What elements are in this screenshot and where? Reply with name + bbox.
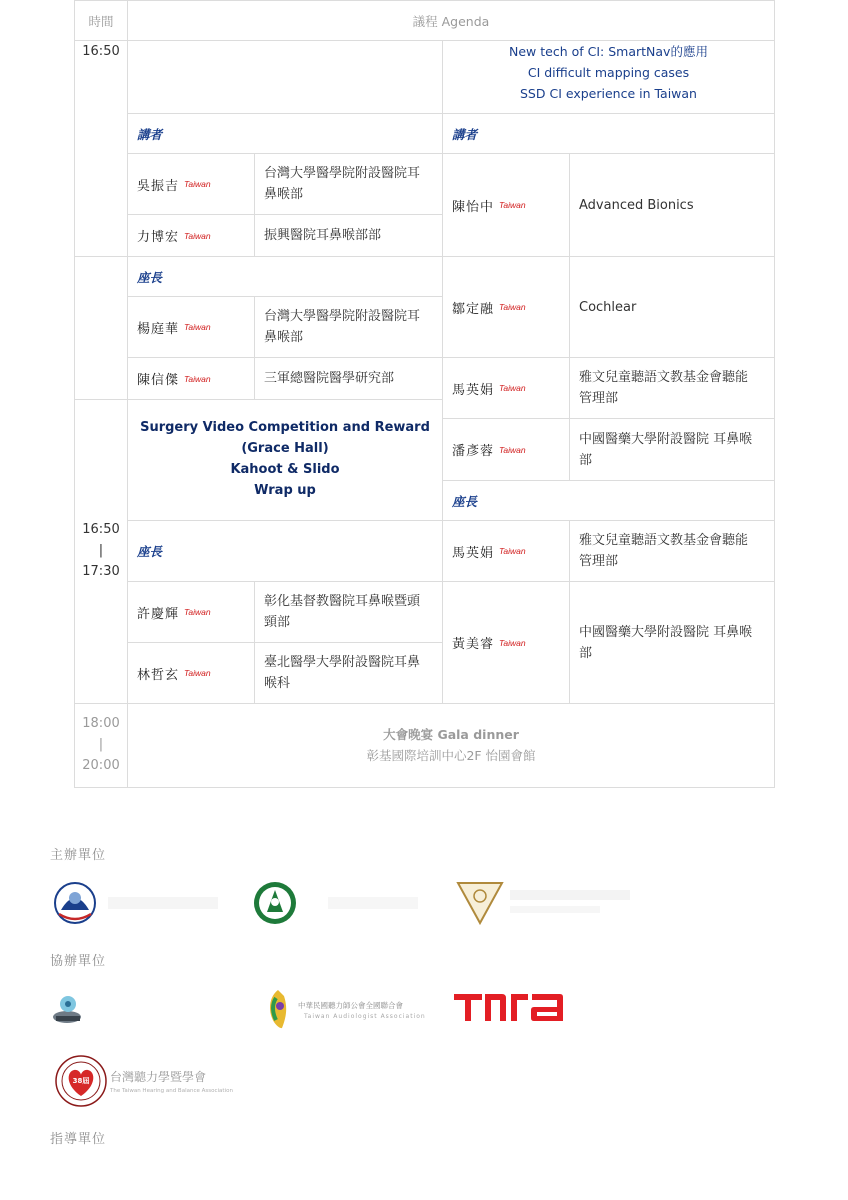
country-label: Taiwan [184, 179, 211, 189]
organizer-logo-3 [455, 880, 635, 926]
tohns-badge: 38屆 [72, 1077, 90, 1085]
speaker-name: 鄒定融 Taiwan [452, 301, 526, 317]
chair-affiliation: 臺北醫學大學附設醫院耳鼻 喉科 [264, 655, 421, 691]
time-range-2: 16:50 | 17:30 [82, 522, 120, 579]
gala-title: 大會晚宴 Gala dinner [383, 727, 519, 742]
section-organizer: 主辦單位 [50, 848, 107, 863]
tohns-name-en: The Taiwan Hearing and Balance Association [110, 1088, 233, 1094]
tohns-name-cn: 台灣聽力學暨學會 [110, 1070, 207, 1084]
chair-name: 陳信傑 Taiwan [137, 373, 211, 388]
chair-affiliation: 中國醫藥大學附設醫院 耳鼻喉 部 [579, 624, 753, 661]
country-label: Taiwan [184, 230, 211, 241]
talk-title: New tech of CI: SmartNav的應用 [509, 44, 708, 59]
co-organizer-logo-tnra [454, 994, 564, 1022]
speaker-affiliation: 中國醫藥大學附設醫院 耳鼻喉 部 [579, 431, 753, 468]
chair-name: 黃美睿 Taiwan [452, 637, 526, 652]
chair-name: 馬英娟 Taiwan [452, 545, 526, 561]
chair-name: 林哲玄 Taiwan [137, 667, 211, 683]
section-advisor: 指導單位 [50, 1132, 107, 1147]
country-label: Taiwan [184, 668, 211, 678]
tha-name-en: Taiwan Audiologist Association [304, 1013, 426, 1020]
speaker-affiliation: Advanced Bionics [579, 197, 694, 213]
organizer-logo-2 [253, 880, 423, 926]
speaker-affiliation: 台灣大學醫學院附設醫院耳 鼻喉部 [264, 166, 421, 202]
chair-label: 座長 [137, 269, 163, 285]
speaker-name: 馬英娟 Taiwan [452, 382, 526, 398]
chair-label-left-2: 座長 [137, 544, 163, 559]
co-organizer-logo-tha [266, 988, 436, 1030]
speaker-affiliation: 振興醫院耳鼻喉部部 [264, 228, 382, 243]
speaker-affiliation: 雅文兒童聽語文教基金會聽能 管理部 [579, 370, 749, 406]
chair-name: 許慶輝 Taiwan [137, 606, 211, 622]
speaker-name: 潘彥蓉 Taiwan [452, 444, 526, 459]
chair-affiliation: 彰化基督教醫院耳鼻喉暨頭 頸部 [264, 594, 421, 630]
talk-title: SSD CI experience in Taiwan [520, 86, 697, 101]
country-label: Taiwan [499, 637, 526, 648]
speakers-label-left: 講者 [137, 126, 163, 142]
chair-affiliation: 雅文兒童聽語文教基金會聽能 管理部 [579, 533, 749, 569]
time-range-gala: 18:00 | 20:00 [82, 716, 120, 773]
talk-title: CI difficult mapping cases [527, 65, 690, 80]
surgery-video-block: Surgery Video Competition and Reward (Grace Hall) Kahoot & Slido Wrap up [140, 420, 430, 498]
country-label: Taiwan [184, 607, 211, 617]
speaker-affiliation: Cochlear [579, 299, 637, 315]
agenda-table [74, 0, 775, 788]
co-organizer-logo-tohns [54, 1054, 254, 1108]
gala-dinner [128, 724, 774, 766]
country-label: Taiwan [184, 322, 211, 332]
country-label: Taiwan [184, 373, 211, 384]
country-label: Taiwan [499, 302, 526, 312]
chair-affiliation: 台灣大學醫學院附設醫院耳 鼻喉部 [264, 309, 421, 345]
tha-name-cn: 中華民國聽力師公會全國聯合會 [298, 1001, 403, 1010]
header-time: 時間 [88, 13, 114, 29]
speaker-name: 吳振吉 Taiwan [137, 178, 211, 194]
speakers-label-right: 講者 [452, 126, 478, 142]
country-label: Taiwan [499, 200, 526, 210]
time-1650: 16:50 [82, 44, 120, 59]
chair-affiliation: 三軍總醫院醫學研究部 [264, 371, 395, 386]
country-label: Taiwan [499, 444, 526, 455]
header-agenda: 議程 Agenda [412, 13, 490, 29]
country-label: Taiwan [499, 546, 526, 556]
section-co-organizer: 協辦單位 [50, 954, 107, 969]
gala-venue: 彰基國際培訓中心2F 怡園會館 [366, 748, 536, 763]
co-organizer-logo-1 [52, 990, 92, 1026]
country-label: Taiwan [499, 383, 526, 393]
talk-list [443, 41, 774, 104]
speaker-name: 陳怡中 Taiwan [452, 199, 526, 215]
speaker-name: 力博宏 Taiwan [137, 230, 211, 245]
chair-name: 楊庭華 Taiwan [137, 321, 211, 337]
organizer-logo-1 [53, 880, 223, 926]
chair-label-right: 座長 [452, 493, 478, 509]
